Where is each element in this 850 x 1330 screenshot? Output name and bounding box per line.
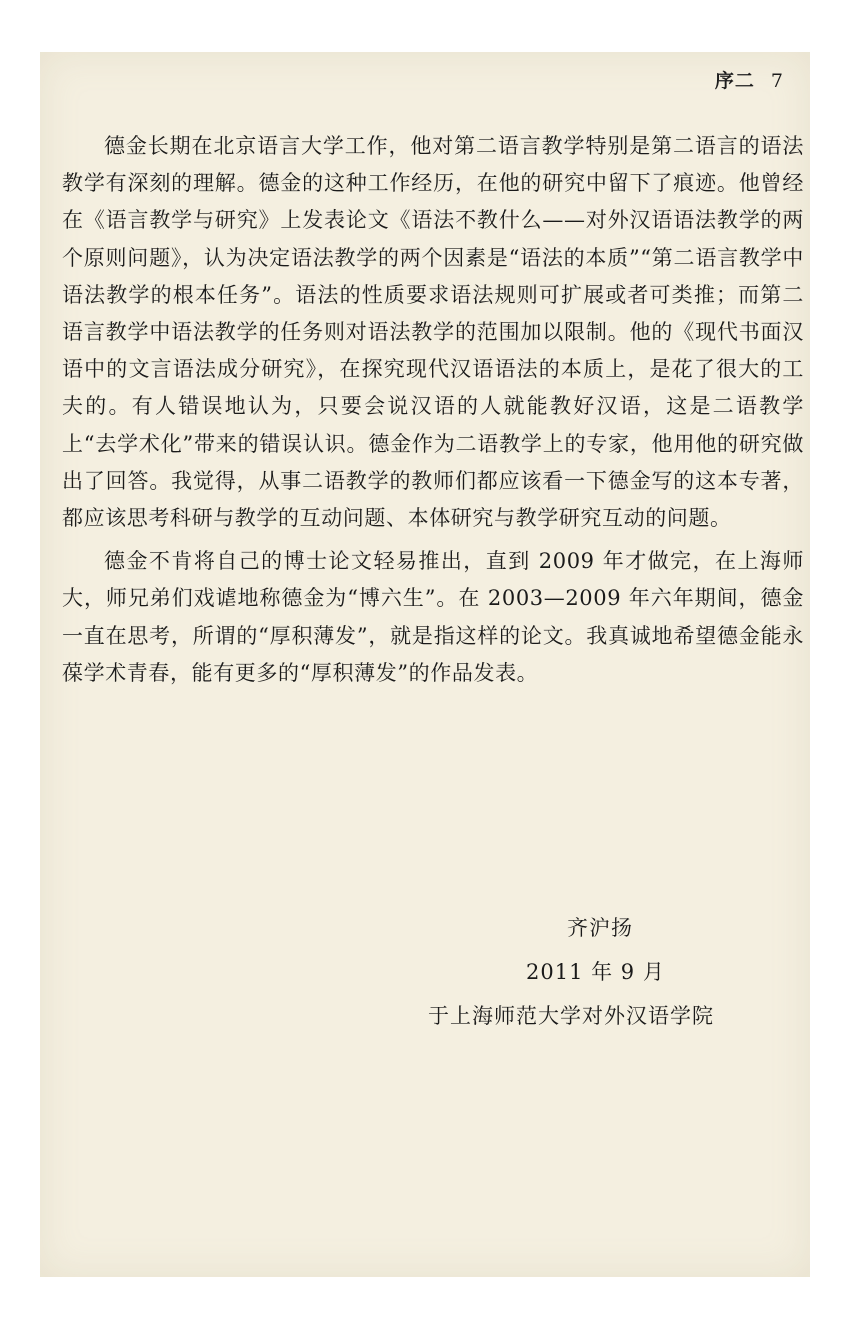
section-title: 序二 xyxy=(714,70,755,92)
signature-author: 齐沪扬 xyxy=(567,916,633,940)
book-page xyxy=(40,52,810,1277)
paragraph-2: 德金不肯将自己的博士论文轻易推出，直到 2009 年才做完，在上海师大，师兄弟们戏谑地称德金为“博六生”。在 2003—2009 年六年期间，德金一直在思考，所谓的“厚积薄发”，就是指这样的论文。我真诚地希望德金能永葆学术青春，能有更多的“厚积薄发”的作品发表。 xyxy=(62,549,804,685)
paragraph-1: 德金长期在北京语言大学工作，他对第二语言教学特别是第二语言的语法教学有深刻的理解。德金的这种工作经历，在他的研究中留下了痕迹。他曾经在《语言教学与研究》上发表论文《语法不教什么——对外汉语语法教学的两个原则问题》，认为决定语法教学的两个因素是“语法的本质”“第二语言教学中语法教学的根本任务”。语法的性质要求语法规则可扩展或者可类推；而第二语言教学中语法教学的任务则对语法教学的范围加以限制。他的《现代书面汉语中的文言语法成分研究》，在探究现代汉语语法的本质上，是花了很大的工夫的。有人错误地认为，只要会说汉语的人就能教好汉语，这是二语教学上“去学术化”带来的错误认识。德金作为二语教学上的专家，他用他的研究做出了回答。我觉得，从事二语教学的教师们都应该看一下德金写的这本专著，都应该思考科研与教学的互动问题、本体研究与教学研究互动的问题。 xyxy=(62,134,804,531)
running-header xyxy=(715,66,784,93)
body-text xyxy=(62,128,804,692)
signature-date: 2011 年 9 月 xyxy=(526,960,665,984)
page-number: 7 xyxy=(770,70,784,92)
signature-place: 于上海师范大学对外汉语学院 xyxy=(428,1004,714,1028)
